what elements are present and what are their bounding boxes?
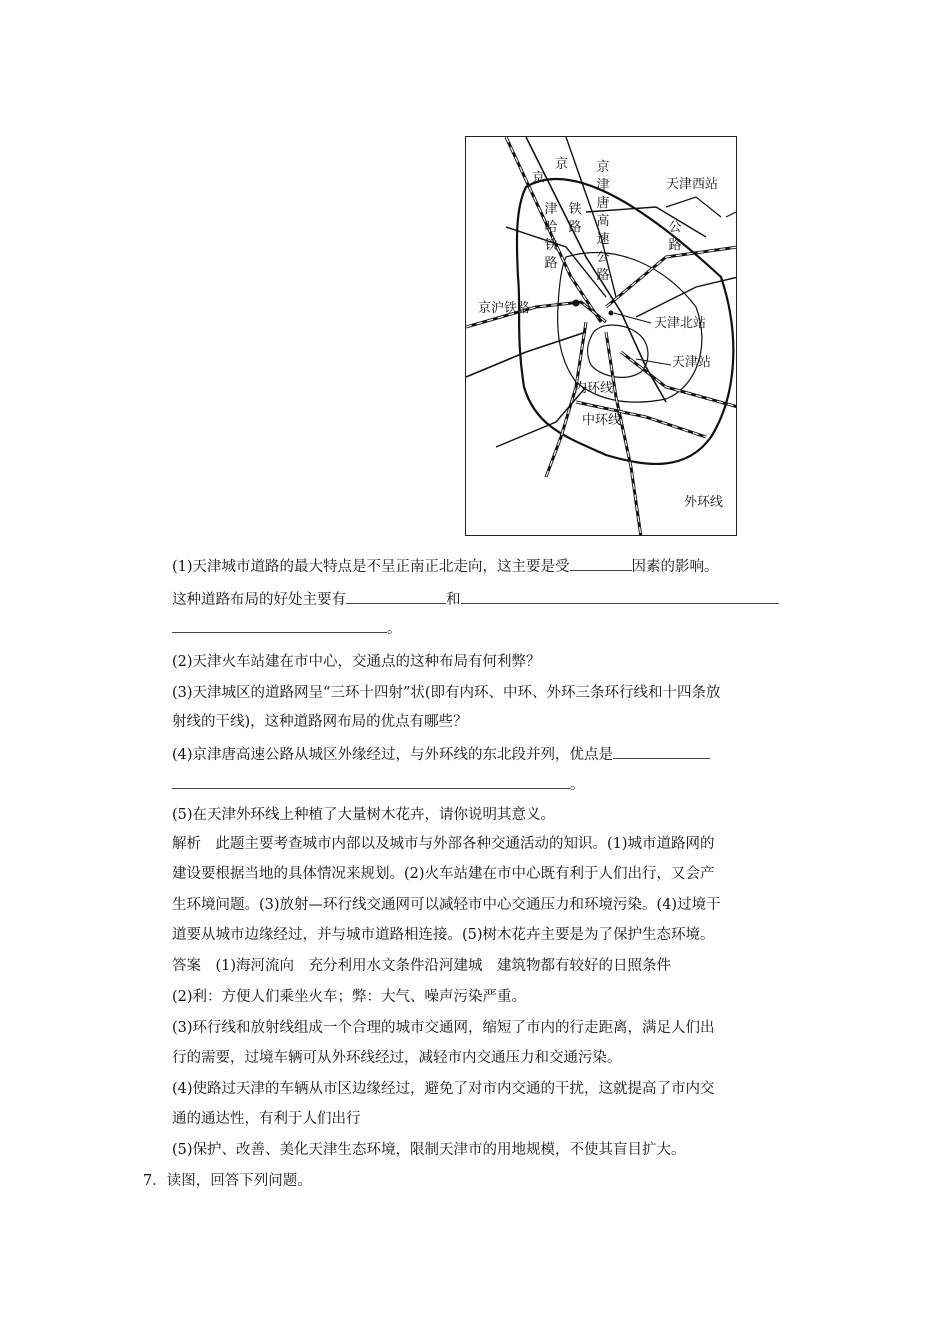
east-railway: [606, 247, 737, 307]
answer-line-7: (5)保护、改善、美化天津生态环境，限制天津市的用地规模，不使其盲目扩大。: [172, 1142, 686, 1158]
map-label-gonglu: 公路: [668, 220, 682, 253]
q1-text-e: 。: [387, 621, 402, 637]
q4-text-b: 。: [570, 777, 585, 793]
answer-line-3: (3)环行线和放射线组成一个合理的城市交通网，缩短了市内的行走距离，满足人们出: [172, 1020, 715, 1036]
map-label-jinghu: 京沪铁路: [478, 301, 531, 316]
q4-blank-1: [613, 744, 710, 759]
tianjin-transport-map: [465, 136, 737, 536]
map-label-middle-ring: 中环线: [582, 413, 622, 428]
q1-blank-3: [461, 589, 779, 604]
q1-blank-4: [172, 618, 387, 633]
question-3-line-2: 射线的干线)，这种道路网布局的优点有哪些？: [172, 714, 468, 730]
analysis-line-4: 道要从城市边缘经过，并与城市道路相连接。(5)树木花卉主要是为了保护生态环境。: [172, 927, 715, 943]
question-7-heading: 7．读图，回答下列问题。: [143, 1173, 312, 1189]
tianjin-north-station-dot: [609, 311, 614, 316]
question-2: (2)天津火车站建在市中心，交通点的这种布局有何利弊？: [172, 654, 541, 670]
analysis-line-2: 建设要根据当地的具体情况来规划。(2)火车站建在市中心既有利于人们出行，又会产: [172, 866, 715, 882]
tianjin-west-station-dot: [573, 300, 580, 307]
q1-text-b: 因素的影响。: [631, 559, 719, 575]
map-label-jingjintang: 京津唐高速公路: [596, 160, 610, 283]
map-label-tianjin-north: 天津北站: [654, 316, 707, 331]
map-label-tianjin-west: 天津西站: [666, 177, 719, 192]
answer-line-2: (2)利：方便人们乘坐火车；弊：大气、噪声污染严重。: [172, 989, 527, 1005]
q4-text-a: (4)京津唐高速公路从城区外缘经过，与外环线的东北段并列，优点是: [172, 747, 614, 763]
map-label-jingha-2: 铁路: [568, 202, 582, 235]
map-label-jingha: 津哈铁路: [544, 202, 558, 271]
q1-blank-1: [570, 556, 632, 571]
q1-text-c: 这种道路布局的好处主要有: [172, 592, 346, 608]
question-1-line-1: [172, 556, 719, 577]
question-1-line-2: [172, 589, 779, 610]
map-label-outer-ring: 外环线: [684, 495, 724, 510]
question-1-line-3: [172, 618, 402, 639]
analysis-line-1: 解析 此题主要考查城市内部以及城市与外部各种交通活动的知识。(1)城市道路网的: [172, 836, 715, 852]
map-label-inner-ring: 内环线: [574, 381, 614, 396]
southwest-railway: [546, 322, 586, 477]
question-4-line-2: [172, 774, 585, 795]
answer-line-4: 行的需要，过境车辆可从外环线经过，减轻市内交通压力和交通污染。: [172, 1050, 622, 1066]
map-label-tianjin-station: 天津站: [672, 355, 712, 370]
map-label-jing-top: 京: [555, 157, 569, 172]
q1-text-d: 和: [446, 592, 461, 608]
analysis-line-3: 生环境问题。(3)放射—环行线交通网可以减轻市中心交通压力和环境污染。(4)过境干: [172, 897, 721, 913]
q4-blank-2: [172, 774, 570, 789]
q1-blank-2: [346, 589, 446, 604]
map-label-jing-left: 京: [532, 171, 546, 186]
answer-line-5: (4)使路过天津的车辆从市区边缘经过，避免了对市内交通的干扰，这就提高了市内交: [172, 1081, 715, 1097]
answer-line-6: 通的通达性，有利于人们出行: [172, 1111, 361, 1127]
question-3-line-1: (3)天津城区的道路网呈“三环十四射”状(即有内环、中环、外环三条环行线和十四条放: [172, 685, 721, 701]
question-4-line-1: [172, 744, 710, 765]
question-5: (5)在天津外环线上种植了大量树木花卉，请你说明其意义。: [172, 807, 556, 823]
answer-line-1: 答案 (1)海河流向 充分利用水文条件沿河建城 建筑物都有较好的日照条件: [172, 958, 672, 974]
q1-text-a: (1)天津城市道路的最大特点是不呈正南正北走向，这主要是受: [172, 559, 570, 575]
